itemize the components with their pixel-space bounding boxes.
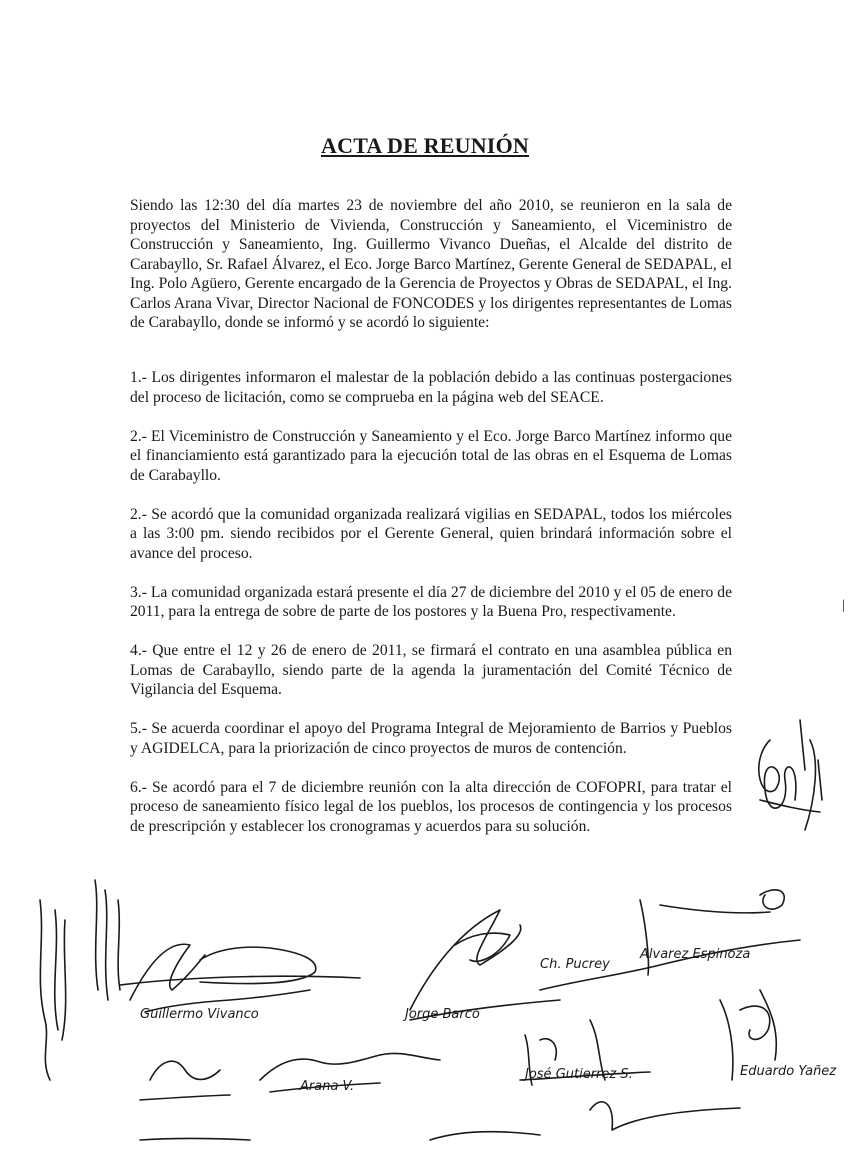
signature-name-yanez: Eduardo Yañez: [740, 1064, 837, 1079]
agreement-item: 5.- Se acuerda coordinar el apoyo del Programa Integral de Mejoramiento de Barrios y Pueblos y AGIDELCA, para la priorización de cinco proyectos de muros de contención.: [130, 720, 732, 757]
signature-arana: [260, 1053, 440, 1092]
agreement-item: 3.- La comunidad organizada estará presente el día 27 de diciembre del 2010 y el 05 de enero de 2011, para la entrega de sobre de parte de los postores y la Buena Pro, respectivamente.: [130, 583, 732, 620]
signature-name-arana: Arana V.: [300, 1079, 355, 1094]
signature-alvarez: [540, 890, 800, 990]
signature-name-alvarez: Alvarez Espinoza: [640, 947, 751, 962]
margin-mark: |: [842, 598, 845, 613]
signature-left-margin: [40, 880, 120, 1080]
signature-right-margin: [759, 720, 822, 830]
document-title: ACTA DE REUNIÓN: [321, 133, 529, 158]
agreement-item: 2.- El Viceministro de Construcción y Saneamiento y el Eco. Jorge Barco Martínez informo que el financiamiento está garantizado para la ejecución total de las obras en el Esquema de Lomas de Carabayllo.: [130, 427, 732, 484]
signature-gutierrez: [520, 1020, 740, 1130]
intro-paragraph: Siendo las 12:30 del día martes 23 de noviembre del año 2010, se reunieron en la sala de proyectos del Ministerio de Vivienda, Construcción y Saneamiento, el Viceministro de Construcción y Saneamiento, Ing. Guillermo Vivanco Dueñas, el Alcalde del distrito de Carabayllo, Sr. Rafael Álvarez, el Eco. Jorge Barco Martínez, Gerente General de SEDAPAL, el Ing. Polo Agüero, Gerente encargado de la Gerencia de Proyectos y Obras de SEDAPAL, el Ing. Carlos Arana Vivar, Director Nacional de FONCODES y los dirigentes representantes de Lomas de Carabayllo, donde se informó y se acordó lo siguiente:: [130, 197, 732, 331]
signature-name-pucrey: Ch. Pucrey: [540, 957, 610, 972]
signature-barco: [410, 910, 560, 1020]
agreement-item: 2.- Se acordó que la comunidad organizada realizará vigilias en SEDAPAL, todos los miércoles a las 3:00 pm. siendo recibidos por el Gerente General, quien brindará información sobre el avance del proceso.: [130, 505, 732, 562]
signature-name-vivanco: Guillermo Vivanco: [140, 1007, 259, 1022]
signature-bottom-left: [140, 1061, 250, 1140]
agreement-item: 6.- Se acordó para el 7 de diciembre reunión con la alta dirección de COFOPRI, para tratar el proceso de saneamiento físico legal de los pueblos, los procesos de contingencia y los procesos de prescripción y establecer los cronogramas y acuerdos para su solución.: [130, 778, 732, 835]
agreement-item: 1.- Los dirigentes informaron el malestar de la población debido a las continuas postergaciones del proceso de licitación, como se comprueba en la página web del SEACE.: [130, 369, 732, 406]
signature-name-gutierrez: José Gutierrez S.: [525, 1067, 633, 1082]
signature-name-barco: Jorge Barco: [405, 1007, 480, 1022]
signature-vivanco: [120, 944, 360, 1012]
signature-yanez: [430, 990, 776, 1140]
agreement-item: 4.- Que entre el 12 y 26 de enero de 2011, se firmará el contrato en una asamblea pública en Lomas de Carabayllo, siendo parte de la agenda la juramentación del Comité Técnico de Vigilancia del Esquema.: [130, 642, 732, 698]
agreement-list: [130, 368, 732, 856]
